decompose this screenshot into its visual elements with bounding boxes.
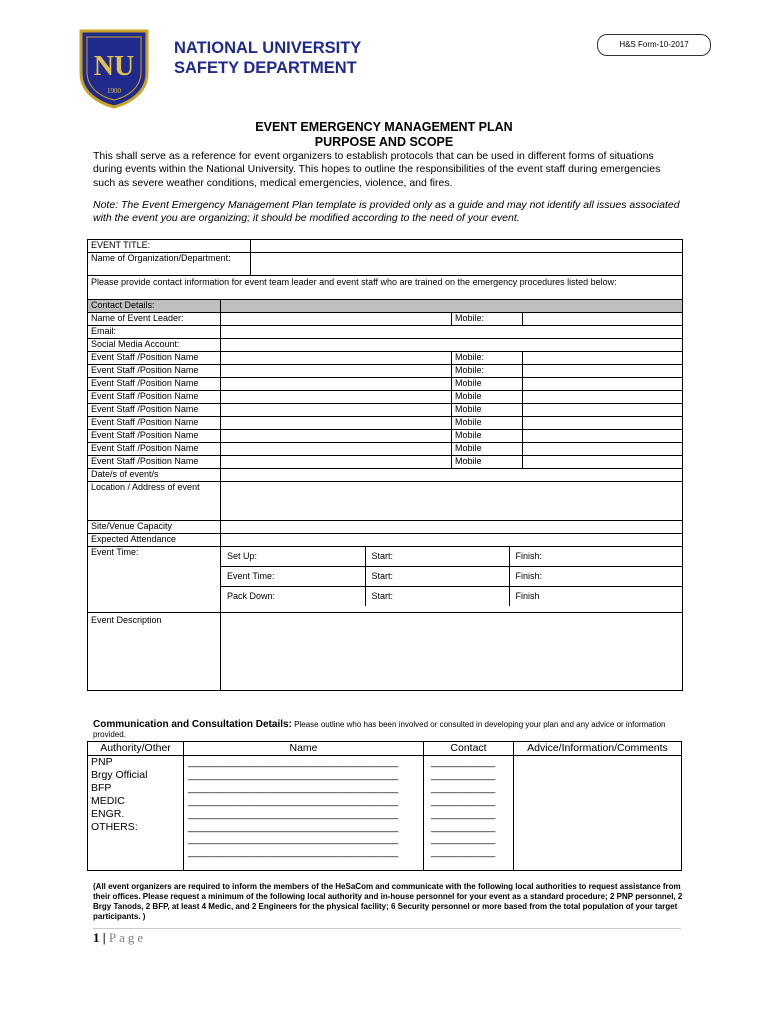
capacity-label: Site/Venue Capacity [88, 521, 221, 534]
contact-details-shade [221, 300, 683, 313]
form-number-badge: H&S Form-10-2017 [597, 34, 711, 56]
page-separator: | [99, 930, 109, 945]
note-paragraph: Note: The Event Emergency Management Plan template is provided only as a guide and may not identify all issues associated with the event you are organizing; it should be modified according to the need of your event. [93, 199, 680, 225]
staff-mobile-label: Mobile [452, 430, 523, 443]
advice-header: Advice/Information/Comments [514, 742, 682, 756]
staff-mobile-label: Mobile [452, 443, 523, 456]
attendance-field[interactable] [221, 534, 683, 547]
authority-header: Authority/Other [88, 742, 184, 756]
staff-mobile-label: Mobile: [452, 365, 523, 378]
email-field[interactable] [221, 326, 683, 339]
capacity-field[interactable] [221, 521, 683, 534]
staff-name-field[interactable] [221, 365, 452, 378]
staff-label: Event Staff /Position Name [88, 352, 221, 365]
university-logo [77, 27, 151, 109]
staff-label: Event Staff /Position Name [88, 404, 221, 417]
email-label: Email: [88, 326, 221, 339]
event-title-label: EVENT TITLE: [88, 240, 251, 253]
staff-mobile-field[interactable] [523, 404, 683, 417]
organization-field[interactable] [251, 253, 683, 276]
purpose-paragraph: This shall serve as a reference for event organizers to establish protocols that can be used in different forms of situations during events within the National University. This hopes to outline the responsibilities of the event staff during emergencies such as severe weather conditions, medical emergencies, violence, and fires. [93, 150, 661, 189]
event-time-cell [221, 547, 683, 613]
staff-mobile-label: Mobile [452, 404, 523, 417]
name-header: Name [184, 742, 424, 756]
staff-mobile-label: Mobile [452, 456, 523, 469]
packdown-start[interactable]: Start: [365, 587, 509, 607]
org-line-1: NATIONAL UNIVERSITY [174, 39, 362, 57]
location-field[interactable] [221, 482, 683, 521]
footer-note: (All event organizers are required to inform the members of the HeSaCom and communicate with the following local authorities to request assistance from their offices. Please request a minimum of the following local authority and in-house personnel for your event as a standard procedure; 2 PNP personnel, 2 Brgy Tanods, 2 BFP, at least 4 Medic, and 2 Engineers for the physical facility; 6 Security personnel or more based from the total population of your target participants. ) [93, 882, 683, 921]
page-label: Page [108, 930, 147, 945]
setup-finish[interactable]: Finish: [509, 547, 682, 567]
social-media-field[interactable] [221, 339, 683, 352]
staff-mobile-label: Mobile [452, 391, 523, 404]
staff-mobile-field[interactable] [523, 365, 683, 378]
attendance-label: Expected Attendance [88, 534, 221, 547]
staff-mobile-field[interactable] [523, 391, 683, 404]
staff-label: Event Staff /Position Name [88, 391, 221, 404]
staff-mobile-label: Mobile: [452, 352, 523, 365]
page-number-value: 1 [93, 930, 100, 945]
staff-name-field[interactable] [221, 391, 452, 404]
svg-text:1900: 1900 [107, 87, 121, 95]
description-label: Event Description [88, 613, 221, 691]
staff-name-field[interactable] [221, 352, 452, 365]
staff-label: Event Staff /Position Name [88, 378, 221, 391]
staff-label: Event Staff /Position Name [88, 456, 221, 469]
svg-text:NU: NU [93, 51, 135, 82]
page-divider [93, 928, 681, 929]
leader-mobile-label: Mobile: [452, 313, 523, 326]
name-lines[interactable]: ____________________________________ ____________________________________ ____________________________________ ____________________________________ ____________________________________ ____________________________________ ____________________________________ ____________________________________ [184, 756, 424, 871]
event-start[interactable]: Start: [365, 567, 509, 587]
staff-mobile-field[interactable] [523, 417, 683, 430]
leader-name-field[interactable] [221, 313, 452, 326]
social-media-label: Social Media Account: [88, 339, 221, 352]
organization-label: Name of Organization/Department: [88, 253, 251, 276]
document-subtitle: PURPOSE AND SCOPE [314, 135, 454, 149]
setup-start[interactable]: Start: [365, 547, 509, 567]
staff-mobile-label: Mobile [452, 417, 523, 430]
authority-list: PNP Brgy Official BFP MEDIC ENGR. OTHERS: [88, 756, 184, 871]
event-dates-field[interactable] [221, 469, 683, 482]
org-line-2: SAFETY DEPARTMENT [174, 59, 357, 77]
staff-name-field[interactable] [221, 430, 452, 443]
consultation-table [87, 741, 682, 871]
setup-label: Set Up: [221, 547, 365, 567]
staff-mobile-label: Mobile [452, 378, 523, 391]
staff-label: Event Staff /Position Name [88, 443, 221, 456]
staff-label: Event Staff /Position Name [88, 365, 221, 378]
staff-label: Event Staff /Position Name [88, 430, 221, 443]
staff-name-field[interactable] [221, 378, 452, 391]
location-label: Location / Address of event [88, 482, 221, 521]
communication-intro [93, 720, 683, 740]
staff-mobile-field[interactable] [523, 352, 683, 365]
event-time-table [221, 547, 682, 606]
packdown-finish[interactable]: Finish [509, 587, 682, 607]
staff-mobile-field[interactable] [523, 430, 683, 443]
staff-mobile-field[interactable] [523, 443, 683, 456]
organization-name [174, 38, 361, 78]
advice-field[interactable] [514, 756, 682, 871]
communication-text: Please outline who has been involved or consulted in developing your plan and any advice or information provided. [93, 720, 666, 739]
staff-mobile-field[interactable] [523, 378, 683, 391]
description-field[interactable] [221, 613, 683, 691]
staff-name-field[interactable] [221, 404, 452, 417]
leader-mobile-field[interactable] [523, 313, 683, 326]
event-time-row-label: Event Time: [221, 567, 365, 587]
communication-heading: Communication and Consultation Details: [93, 719, 292, 730]
leader-label: Name of Event Leader: [88, 313, 221, 326]
event-form-table [87, 239, 683, 691]
contact-details-header: Contact Details: [88, 300, 221, 313]
event-time-label: Event Time: [88, 547, 221, 613]
contact-header: Contact [424, 742, 514, 756]
staff-name-field[interactable] [221, 443, 452, 456]
staff-name-field[interactable] [221, 456, 452, 469]
contact-lines[interactable]: ___________ ___________ ___________ ___________ ___________ ___________ ___________ ___________ [424, 756, 514, 871]
document-title: EVENT EMERGENCY MANAGEMENT PLAN [255, 120, 513, 134]
contact-instructions: Please provide contact information for event team leader and event staff who are trained on the emergency procedures listed below: [88, 276, 683, 300]
staff-name-field[interactable] [221, 417, 452, 430]
event-dates-label: Date/s of event/s [88, 469, 221, 482]
event-finish[interactable]: Finish: [509, 567, 682, 587]
staff-mobile-field[interactable] [523, 456, 683, 469]
page-number [93, 930, 146, 946]
event-title-field[interactable] [251, 240, 683, 253]
packdown-label: Pack Down: [221, 587, 365, 607]
staff-label: Event Staff /Position Name [88, 417, 221, 430]
